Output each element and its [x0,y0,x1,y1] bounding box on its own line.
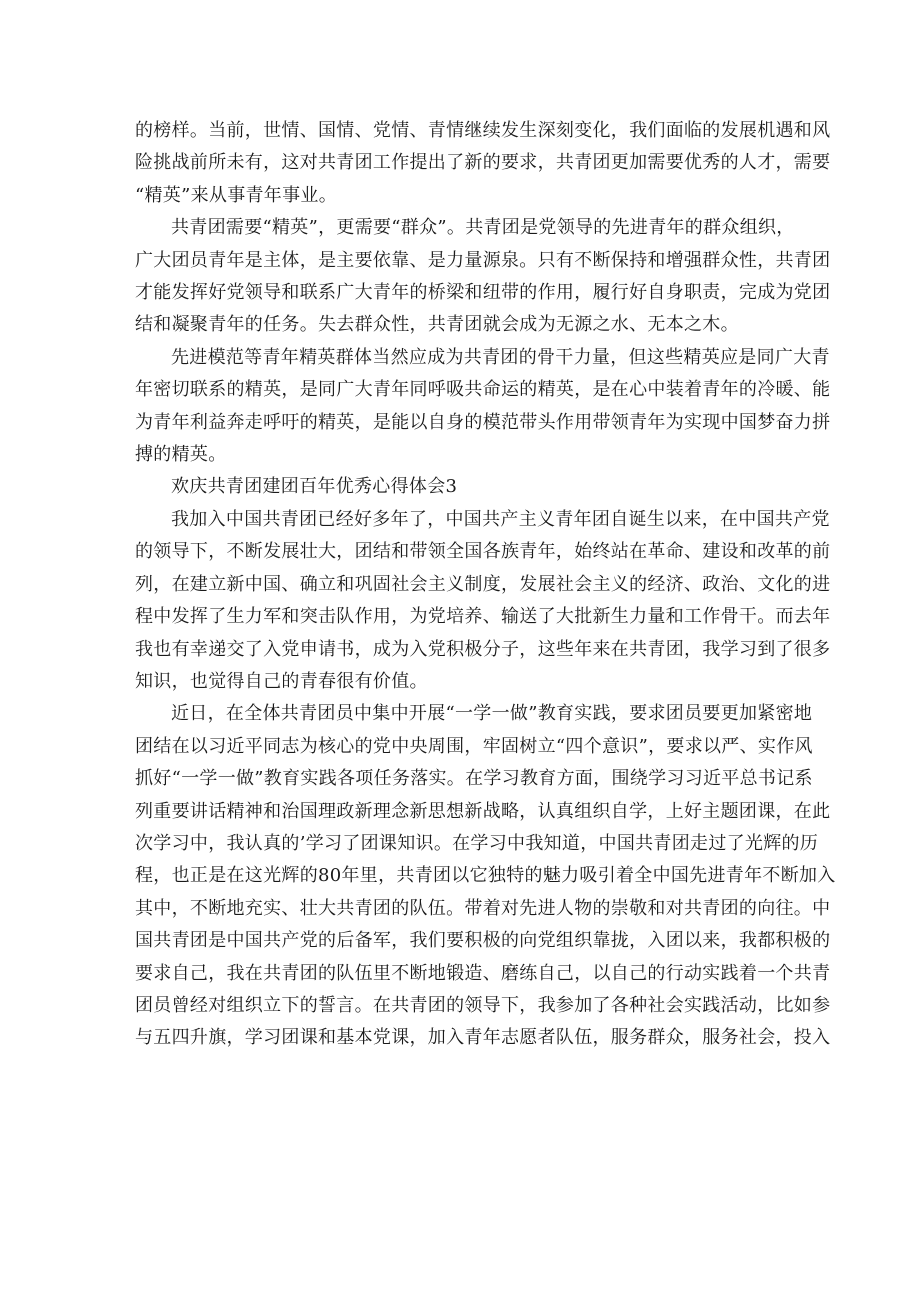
paragraph-1 [135,115,831,212]
text-line: 共青团需要“精英”，更需要“群众”。共青团是党领导的先进青年的群众组织， [171,217,795,239]
text-line: 程中发挥了生力军和突击队作用，为党培养、输送了大批新生力量和工作骨干。而去年 [135,606,831,628]
text-line: 要求自己，我在共青团的队伍里不断地锻造、磨练自己，以自己的行动实践着一个共青 [135,962,831,984]
text-line: 与五四升旗，学习团课和基本党课，加入青年志愿者队伍，服务群众，服务社会，投入 [135,1027,831,1049]
text-line: “精英”来从事青年事业。 [135,184,338,206]
text-line: 的榜样。当前，世情、国情、党情、青情继续发生深刻变化，我们面临的发展机遇和风 [135,120,831,141]
text-line: 搏的精英。 [135,444,227,466]
text-line: 先进模范等青年精英群体当然应成为共青团的骨干力量，但这些精英应是同广大青 [171,346,830,368]
text-line: 程，也正是在这光辉的80年里，共青团以它独特的魅力吸引着全中国先进青年不断加入 [135,865,836,887]
text-line: 次学习中，我认真的’学习了团课知识。在学习中我知道，中国共青团走过了光辉的历 [135,832,819,854]
text-line: 其中，不断地充实、壮大共青团的队伍。带着对先进人物的崇敬和对共青团的向往。中 [135,897,831,919]
paragraph-5 [135,698,836,1054]
text-line: 险挑战前所未有，这对共青团工作提出了新的要求，共青团更加需要优秀的人才，需要 [135,152,831,174]
text-line: 为青年利益奔走呼吁的精英，是能以自身的模范带头作用带领青年为实现中国梦奋力拼 [135,411,831,433]
paragraph-4 [135,504,831,698]
document-page [135,115,836,1055]
section-heading: 欢庆共青团建团百年优秀心得体会3 [171,476,458,498]
text-line: 团结在以习近平同志为核心的党中央周围，牢固树立“四个意识”，要求以严、实作风 [135,735,813,757]
text-line: 的领导下，不断发展壮大，团结和带领全国各族青年，始终站在革命、建设和改革的前 [135,541,831,563]
text-line: 广大团员青年是主体，是主要依靠、是力量源泉。只有不断保持和增强群众性，共青团 [135,249,831,271]
text-line: 年密切联系的精英，是同广大青年同呼吸共命运的精英，是在心中装着青年的冷暖、能 [135,379,831,401]
text-line: 团员曾经对组织立下的誓言。在共青团的领导下，我参加了各种社会实践活动，比如参 [135,994,831,1016]
text-line: 列，在建立新中国、确立和巩固社会主义制度，发展社会主义的经济、政治、文化的进 [135,573,831,595]
text-line: 我加入中国共青团已经好多年了，中国共产主义青年团自诞生以来，在中国共产党 [171,508,830,530]
text-line: 才能发挥好党领导和联系广大青年的桥梁和纽带的作用，履行好自身职责，完成为党团 [135,282,831,304]
paragraph-2 [135,212,831,342]
text-line: 结和凝聚青年的任务。失去群众性，共青团就会成为无源之水、无本之木。 [135,314,739,336]
text-line: 列重要讲话精神和治国理政新理念新思想新战略，认真组织自学，上好主题团课，在此 [135,800,831,822]
text-line: 我也有幸递交了入党申请书，成为入党积极分子，这些年来在共青团，我学习到了很多 [135,638,831,660]
text-line: 抓好“一学一做”教育实践各项任务落实。在学习教育方面，围绕学习习近平总书记系 [135,768,813,790]
text-line: 知识，也觉得自己的青春很有价值。 [135,670,428,692]
paragraph-3 [135,342,831,472]
text-line: 近日，在全体共青团员中集中开展“一学一做”教育实践，要求团员要更加紧密地 [171,703,813,725]
text-line: 国共青团是中国共产党的后备军，我们要积极的向党组织靠拢，入团以来，我都积极的 [135,930,831,952]
